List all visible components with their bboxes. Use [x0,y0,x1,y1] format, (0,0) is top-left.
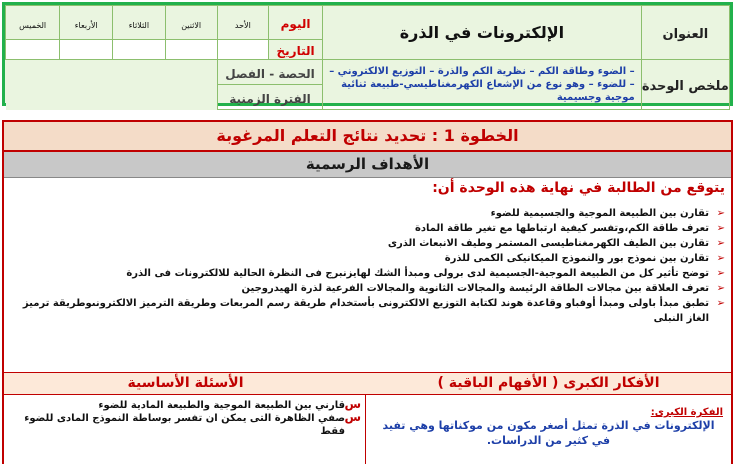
list-item [7,281,725,296]
date-input-cell[interactable] [6,40,60,60]
objective-text: تقارن بين نموذج بور والنموذج الميكانيكى الكمى للذرة [444,253,709,264]
date-label-cell [268,40,322,60]
unit-title-cell [323,6,641,60]
summary-line: – للضوء – وهو نوع من الإشعاع الكهرمغناطيسي-طبيعة ثنائية [341,79,635,90]
objective-text: تقارن بين الطيف الكهرمغناطيسى المستمر وطيف الانبعاث الذرى [387,238,709,249]
objective-text: تقارن بين الطبيعة الموجية والجسيمية للضوء [490,208,709,219]
question-text: قارني بين الطبيعة الموجية والطبيعة المادية للضوء [98,400,345,411]
weekday-cell [60,6,113,40]
question-marker: س [344,397,361,411]
unit-title: الإلكترونات في الذرة [399,23,565,42]
date-input-cell[interactable] [113,40,165,60]
arrow-left-icon: ➢ [716,208,725,219]
essential-questions-heading: الأسئلة الأساسية [4,373,367,395]
weekday-cell [113,6,165,40]
arrow-left-icon: ➢ [716,223,725,234]
objectives-list [7,206,725,326]
objective-text: تعرف طاقة الكم،وتفسر كيفية ارتباطها مع تغير طاقة المادة [414,223,709,234]
date-input-cell[interactable] [60,40,113,60]
learning-outcomes-section [2,120,733,464]
formal-goals-heading: الأهداف الرسمية [4,152,731,178]
summary-line: – الضوء وطاقة الكم – نظرية الكم والذرة – التوزيع الالكتروني – [329,66,635,77]
list-item [7,251,725,266]
summary-label: ملخص الوحدة [641,79,729,94]
title-label: العنوان [662,27,709,42]
weekday-thursday: الخميس [19,21,47,30]
big-ideas-heading: الأفكار الكبرى ( الأفهام الباقية ) [366,373,731,395]
list-item [7,266,725,281]
period-class-label: الحصة - الفصل [225,66,315,81]
list-item [10,412,361,438]
time-period-label: الفترة الزمنية [229,91,311,106]
list-item [7,206,725,221]
objective-text: تطبق مبدأ باولى ومبدأ أوفباو وقاعدة هوند لكتابة التوزيع الالكترونى بأستخدام طريقة رسم المربعات وطريقة الترميز الالكترونىوطريقة ترميز الغاز النبلى [22,298,709,324]
weekday-monday: الاثنين [181,21,202,30]
objective-text: تعرف العلاقة بين مجالات الطاقة الرئيسة والمجالات الثانوية والمجالات الفرعية لذرة الهيدروجين [241,283,709,294]
arrow-left-icon: ➢ [716,298,725,309]
arrow-left-icon: ➢ [716,268,725,279]
arrow-left-icon: ➢ [716,238,725,249]
weekday-sunday: الأحد [234,21,251,30]
summary-label-cell [641,60,729,110]
question-text: صفي الظاهرة التى يمكن ان تفسر بوساطة النموذج المادى للضوء فقط [24,413,345,437]
header-empty-area [6,60,218,110]
ideas-questions-grid [4,372,731,464]
summary-text-cell [323,60,641,110]
list-item [7,221,725,236]
date-label: التاريخ [276,44,315,58]
big-ideas-column [365,373,731,464]
objective-text: توضح تأثير كل من الطبيعة الموجية-الجسيمية لدى برولى ومبدأ الشك لهايزنبرج فى النظرة الحالية للالكترونات فى الذرة [126,268,709,279]
summary-line: موجية وجسيمية [556,92,635,103]
questions-list [4,395,367,438]
arrow-left-icon: ➢ [716,253,725,264]
weekday-wednesday: الأربعاء [74,21,98,30]
date-input-cell[interactable] [217,40,268,60]
unit-header [2,2,733,106]
weekday-cell [6,6,60,40]
arrow-left-icon: ➢ [716,283,725,294]
essential-questions-column [4,373,367,464]
big-idea-label: الفكرة الكبرى: [650,407,723,418]
list-item [7,296,725,326]
step-title: الخطوة 1 : تحديد نتائج التعلم المرغوبة [4,122,731,152]
question-marker: س [344,410,361,424]
weekday-tuesday: الثلاثاء [128,21,150,30]
list-item [10,399,361,412]
list-item [7,236,725,251]
goals-intro: يتوقع من الطالبة في نهاية هذه الوحدة أن: [432,180,725,196]
header-table [5,5,730,110]
period-class-cell [217,60,322,85]
weekday-cell [217,6,268,40]
weekday-cell [165,6,217,40]
date-input-cell[interactable] [165,40,217,60]
title-label-cell [641,6,729,60]
day-label: اليوم [280,17,311,31]
day-label-cell [268,6,322,40]
big-idea-text: الإلكترونات في الذرة تمثل أصغر مكون من موكناتها وهي تفيد في كثير من الدراسات. [382,419,715,447]
time-period-cell [217,85,322,110]
